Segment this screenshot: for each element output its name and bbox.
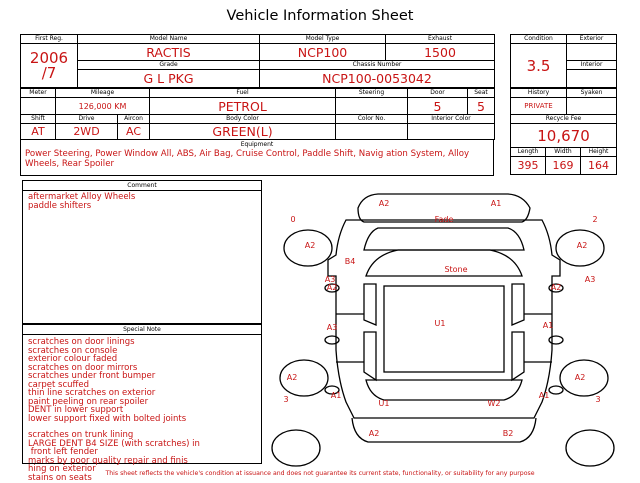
note-line: LARGE DENT B4 SIZE (with scratches) in <box>28 438 200 449</box>
mark-left-fender: A3 <box>324 275 336 284</box>
fuel-label: Fuel <box>150 89 336 98</box>
equipment-text: Power Steering, Power Window All, ABS, Air Bag, Cruise Control, Paddle Shift, Navig ation System, Alloy Wheels, Rear Spoiler <box>25 149 470 169</box>
mark-front-right-tire: A2 <box>576 241 588 250</box>
first-reg-month: /7 <box>41 63 57 82</box>
history-table <box>510 88 617 148</box>
comment-box <box>22 180 262 324</box>
equipment-box <box>20 139 494 176</box>
mark-rear-right: W2 <box>487 399 501 408</box>
note-line: stains on seats <box>28 472 92 483</box>
mark-rear-left: U1 <box>378 399 390 408</box>
body-color-value: GREEN(L) <box>150 124 336 140</box>
comment-line: aftermarket Alloy Wheels <box>28 192 136 202</box>
mark-left-front-door: A3 <box>326 323 338 332</box>
note-line: scratches on trunk lining <box>28 430 134 440</box>
mark-front-center: Fade <box>434 215 454 224</box>
special-note-lines <box>23 335 261 482</box>
mark-front-left-tire: A2 <box>304 241 316 250</box>
steering-value <box>336 98 408 115</box>
interior-value <box>567 70 617 88</box>
steering-label: Steering <box>336 89 408 98</box>
mark-bottom-left-count: 3 <box>283 395 289 404</box>
syaken-label: Syaken <box>567 89 617 98</box>
exterior-label: Exterior <box>567 35 617 44</box>
note-line: DENT in lower support <box>28 405 124 415</box>
exhaust-label: Exhaust <box>386 35 495 44</box>
length-label: Length <box>511 148 546 157</box>
interior-color-value <box>408 124 495 140</box>
height-label: Height <box>581 148 617 157</box>
chassis-number-label: Chassis Number <box>260 61 495 70</box>
mark-right-rear-lower: A1 <box>538 391 550 400</box>
recycle-fee-label: Recycle Fee <box>511 115 617 124</box>
note-line: scratches under front bumper <box>28 371 156 381</box>
first-reg-value <box>21 44 78 88</box>
note-line: paint peeling on rear spoiler <box>28 396 149 407</box>
exterior-value <box>567 44 617 61</box>
model-name-value: RACTIS <box>78 44 260 61</box>
interior-color-label: Interior Color <box>408 115 495 124</box>
specs-table <box>20 88 495 140</box>
mark-left-front-door-handle: A2 <box>326 283 338 292</box>
note-line: scratches on console <box>28 345 118 356</box>
mark-front-bumper-left: A2 <box>378 199 390 208</box>
sheet-title: Vehicle Information Sheet <box>226 8 414 24</box>
note-line: thin line scratches on exterior <box>28 388 156 398</box>
width-value: 169 <box>546 157 581 175</box>
grade-label: Grade <box>78 61 260 70</box>
mark-top-left-count: 0 <box>290 215 296 224</box>
grade-value: G L PKG <box>78 70 260 88</box>
condition-value: 3.5 <box>511 44 567 88</box>
note-line: scratches on door mirrors <box>28 362 138 373</box>
color-no-label: Color No. <box>336 115 408 124</box>
mark-bottom-right-count: 3 <box>595 395 601 404</box>
seat-label: Seat <box>468 89 495 98</box>
car-outline <box>272 194 614 466</box>
recycle-fee-value: 10,670 <box>511 124 617 148</box>
drive-label: Drive <box>56 115 118 124</box>
body-color-label: Body Color <box>150 115 336 124</box>
disclaimer: This sheet reflects the vehicle's condition at issuance and does not guarantee its current state, functionality, or suitability for any purpose <box>105 470 535 477</box>
mark-right-front-door: A1 <box>542 321 554 330</box>
model-name-label: Model Name <box>78 35 260 44</box>
mark-right-fender: A3 <box>584 275 596 284</box>
special-note-label: Special Note <box>23 324 261 335</box>
fuel-value: PETROL <box>150 98 336 115</box>
width-label: Width <box>546 148 581 157</box>
aircon-value: AC <box>118 124 150 140</box>
shift-value: AT <box>21 124 56 140</box>
note-line: exterior colour faded <box>28 354 118 364</box>
mark-hood: Stone <box>444 265 468 274</box>
note-line: lower support fixed with bolted joints <box>28 413 187 424</box>
condition-table <box>510 34 617 88</box>
car-damage-diagram <box>268 180 620 470</box>
comment-lines <box>23 191 261 210</box>
mark-right-front-door-handle: A2 <box>550 283 562 292</box>
condition-label: Condition <box>511 35 567 44</box>
note-line: carpet scuffed <box>28 379 90 390</box>
aircon-label: Aircon <box>118 115 150 124</box>
shift-label: Shift <box>21 115 56 124</box>
mark-roof: U1 <box>434 319 446 328</box>
mark-left-rear-lower: A1 <box>330 391 342 400</box>
mileage-value: 126,000 KM <box>56 98 150 115</box>
meter-label: Meter <box>21 89 56 98</box>
mark-front-bumper-right: A1 <box>490 199 502 208</box>
note-line: hing on exterior <box>28 464 96 474</box>
interior-label: Interior <box>567 61 617 70</box>
height-value: 164 <box>581 157 617 175</box>
mark-rear-bumper-left: A2 <box>368 429 380 438</box>
model-info-table <box>20 34 495 88</box>
first-reg-year: 2006 <box>29 48 69 67</box>
syaken-value <box>567 98 617 115</box>
damage-marks <box>283 199 600 438</box>
mark-left-fender-upper: B4 <box>344 257 356 266</box>
meter-value <box>21 98 56 115</box>
mileage-label: Mileage <box>56 89 150 98</box>
dimensions-table <box>510 147 617 175</box>
comment-line: paddle shifters <box>28 200 92 211</box>
first-reg-label: First Reg. <box>21 35 78 44</box>
note-line: front left fender <box>28 447 98 457</box>
mark-left-rear-tire: A2 <box>286 373 298 382</box>
history-label: History <box>511 89 567 98</box>
comment-label: Comment <box>23 181 261 191</box>
door-value: 5 <box>408 98 468 115</box>
door-label: Door <box>408 89 468 98</box>
exhaust-value: 1500 <box>386 44 495 61</box>
note-line: marks by poor quality repair and finis <box>28 455 188 466</box>
length-value: 395 <box>511 157 546 175</box>
drive-value: 2WD <box>56 124 118 140</box>
mark-top-right-count: 2 <box>592 215 598 224</box>
mark-rear-bumper-right: B2 <box>502 429 514 438</box>
special-note-box <box>22 324 262 483</box>
equipment-label: Equipment <box>240 141 274 148</box>
history-value: PRIVATE <box>511 98 567 115</box>
color-no-value <box>336 124 408 140</box>
mark-right-rear-tire: A2 <box>574 373 586 382</box>
model-type-value: NCP100 <box>260 44 386 61</box>
seat-value: 5 <box>468 98 495 115</box>
note-line: scratches on door linings <box>28 337 135 347</box>
chassis-number-value: NCP100-0053042 <box>260 70 495 88</box>
model-type-label: Model Type <box>260 35 386 44</box>
